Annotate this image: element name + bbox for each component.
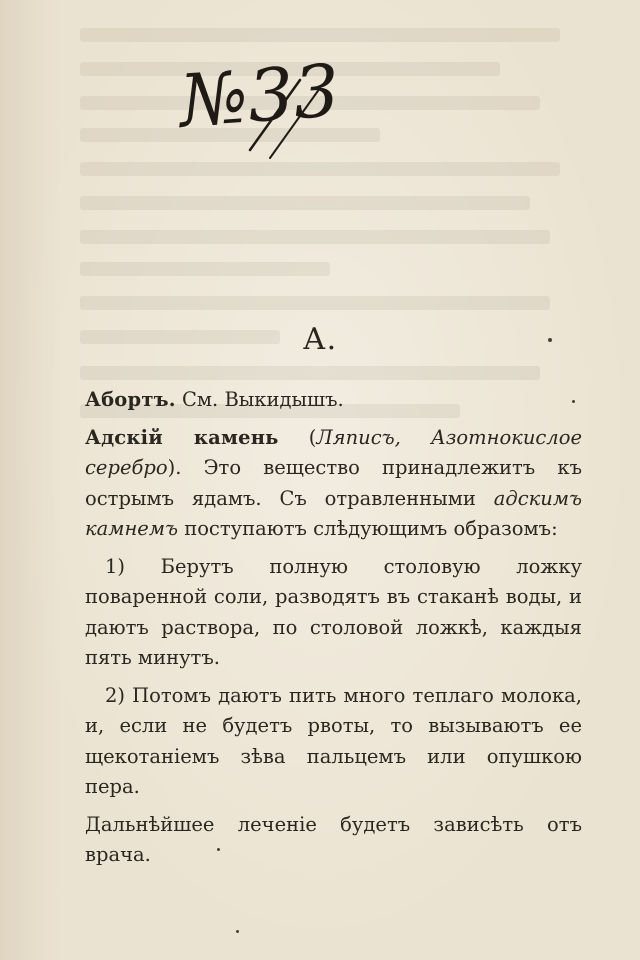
entry-abort	[85, 385, 582, 416]
ink-speck	[572, 400, 575, 403]
step-1: 1) Берутъ полную столовую ложку поваренной соли, разводятъ въ стаканѣ воды, и даютъ раствора, по столовой ложкѣ, каждыя пять минутъ.	[85, 554, 582, 669]
paren-open: (	[278, 425, 317, 449]
step-2: 2) Потомъ даютъ пить много теплаго молока, и, если не будетъ рвоты, то вызываютъ ее щекотаніемъ зѣва пальцемъ или опушкою пера.	[85, 683, 582, 798]
entry-text: См. Выкидышъ.	[175, 388, 344, 411]
paren-close: ).	[167, 456, 182, 479]
handwritten-number-note	[170, 40, 370, 160]
closing-paragraph: Дальнѣйшее леченіе будетъ зависѣть отъ врача.	[85, 812, 582, 866]
entry-adskiy-kamen	[85, 423, 582, 545]
entry-term: Абортъ.	[85, 388, 176, 411]
section-heading: А.	[302, 322, 338, 357]
entry-text-continued: поступаютъ слѣдующимъ образомъ:	[178, 517, 558, 540]
ink-speck	[548, 338, 552, 342]
page-body	[85, 385, 582, 878]
ink-speck	[217, 848, 220, 851]
entry-term: Адскій камень	[85, 425, 279, 449]
ink-speck	[236, 930, 239, 933]
alt-names: Ляписъ, Азотнокислое серебро	[85, 425, 582, 479]
svg-text:№33: №33	[176, 48, 343, 144]
entry-text: Это вещество принадлежитъ къ острымъ ядамъ. Съ отравленными	[85, 456, 582, 510]
entry-italic-text: адскимъ камнемъ	[85, 486, 582, 540]
